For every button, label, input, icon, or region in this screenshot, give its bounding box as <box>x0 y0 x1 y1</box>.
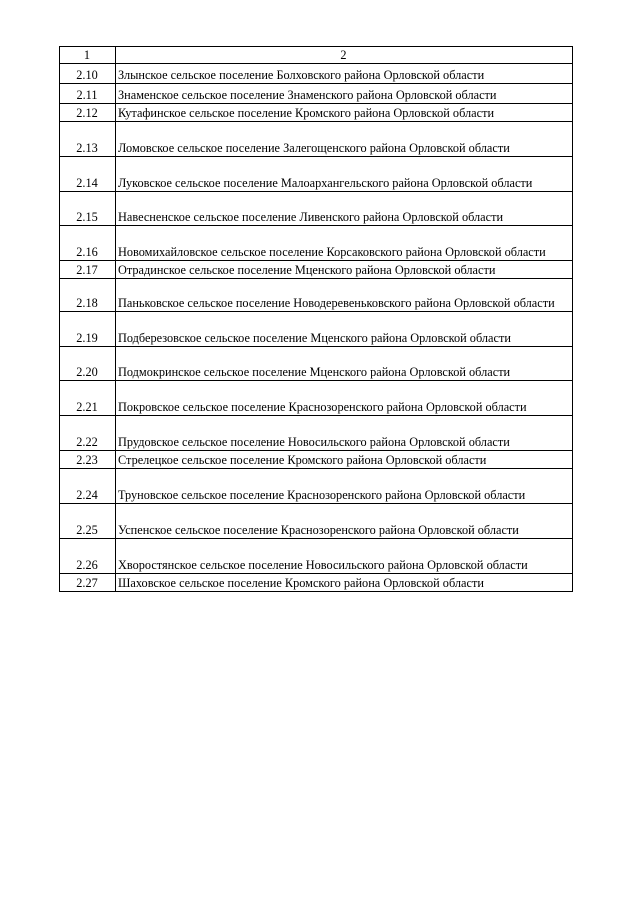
table-row <box>60 157 573 192</box>
row-number: 2.20 <box>60 347 116 381</box>
table-row <box>60 416 573 451</box>
settlement-name: Подберезовское сельское поселение Мценского района Орловской области <box>116 312 573 347</box>
table-row <box>60 84 573 104</box>
settlement-name: Паньковское сельское поселение Новодеревеньковского района Орловской области <box>116 279 573 312</box>
table-row <box>60 504 573 539</box>
table-row <box>60 347 573 381</box>
settlement-name: Новомихайловское сельское поселение Корсаковского района Орловской области <box>116 226 573 261</box>
table-row <box>60 261 573 279</box>
settlement-name: Прудовское сельское поселение Новосильского района Орловской области <box>116 416 573 451</box>
table-row <box>60 574 573 592</box>
row-number: 2.17 <box>60 261 116 279</box>
table-row <box>60 312 573 347</box>
table-row <box>60 64 573 84</box>
table-row <box>60 104 573 122</box>
settlement-name: Ломовское сельское поселение Залегощенского района Орловской области <box>116 122 573 157</box>
row-number: 2.13 <box>60 122 116 157</box>
settlement-name: Покровское сельское поселение Краснозоренского района Орловской области <box>116 381 573 416</box>
row-number: 2.26 <box>60 539 116 574</box>
table-row <box>60 451 573 469</box>
table-header-row <box>60 47 573 64</box>
row-number: 2.14 <box>60 157 116 192</box>
table-row <box>60 226 573 261</box>
row-number: 2.12 <box>60 104 116 122</box>
settlement-name: Шаховское сельское поселение Кромского района Орловской области <box>116 574 573 592</box>
row-number: 2.15 <box>60 192 116 226</box>
table-row <box>60 192 573 226</box>
row-number: 2.27 <box>60 574 116 592</box>
row-number: 2.10 <box>60 64 116 84</box>
row-number: 2.21 <box>60 381 116 416</box>
column-header-name: 2 <box>116 47 573 64</box>
table-row <box>60 122 573 157</box>
settlement-name: Навесненское сельское поселение Ливенского района Орловской области <box>116 192 573 226</box>
row-number: 2.11 <box>60 84 116 104</box>
row-number: 2.22 <box>60 416 116 451</box>
settlements-table <box>59 46 573 592</box>
settlement-name: Труновское сельское поселение Краснозоренского района Орловской области <box>116 469 573 504</box>
table-row <box>60 539 573 574</box>
row-number: 2.16 <box>60 226 116 261</box>
settlement-name: Стрелецкое сельское поселение Кромского района Орловской области <box>116 451 573 469</box>
row-number: 2.25 <box>60 504 116 539</box>
settlement-name: Хворостянское сельское поселение Новосильского района Орловской области <box>116 539 573 574</box>
table-row <box>60 381 573 416</box>
row-number: 2.18 <box>60 279 116 312</box>
row-number: 2.23 <box>60 451 116 469</box>
table-row <box>60 279 573 312</box>
settlement-name: Луковское сельское поселение Малоархангельского района Орловской области <box>116 157 573 192</box>
table-row <box>60 469 573 504</box>
row-number: 2.19 <box>60 312 116 347</box>
settlement-name: Успенское сельское поселение Краснозоренского района Орловской области <box>116 504 573 539</box>
column-header-number: 1 <box>60 47 116 64</box>
row-number: 2.24 <box>60 469 116 504</box>
settlement-name: Знаменское сельское поселение Знаменского района Орловской области <box>116 84 573 104</box>
settlement-name: Злынское сельское поселение Болховского района Орловской области <box>116 64 573 84</box>
settlement-name: Отрадинское сельское поселение Мценского района Орловской области <box>116 261 573 279</box>
settlement-name: Подмокринское сельское поселение Мценского района Орловской области <box>116 347 573 381</box>
settlement-name: Кутафинское сельское поселение Кромского района Орловской области <box>116 104 573 122</box>
